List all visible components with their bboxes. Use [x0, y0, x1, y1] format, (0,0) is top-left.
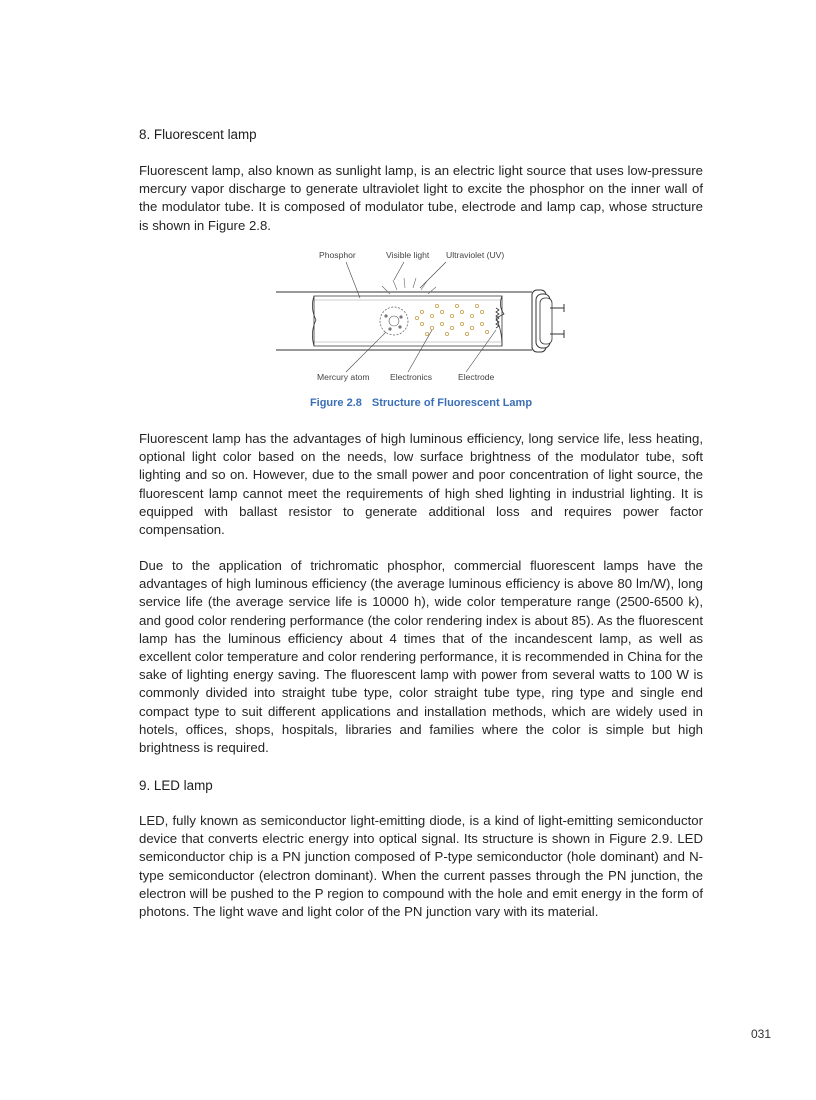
paragraph: Fluorescent lamp has the advantages of high luminous efficiency, long service life, less heating, optional light color based on the needs, low surface brightness of the modulator tube, soft lighting and so on. However, due to the small power and poor concentration of light source, the fluorescent lamp cannot meet the requirements of high shed lighting in industrial lighting. It is equipped with ballast resistor to generate additional loss and requires power factor compensation. — [139, 431, 703, 538]
section-heading: 9. LED lamp — [139, 778, 213, 793]
phosphor-label: Phosphor — [319, 250, 356, 260]
visible-light-label: Visible light — [386, 250, 430, 260]
page-number: 031 — [750, 1027, 771, 1041]
mercury-atom-label: Mercury atom — [317, 372, 370, 382]
section-8-paragraph-3 — [139, 557, 703, 757]
section-9-heading-block — [139, 777, 703, 795]
ultraviolet-label: Ultraviolet (UV) — [446, 250, 505, 260]
electrode-label: Electrode — [458, 372, 495, 382]
fluorescent-lamp-figure — [270, 246, 580, 388]
paragraph: Due to the application of trichromatic phosphor, commercial fluorescent lamps have the advantages of high luminous efficiency (the average luminous efficiency is above 80 lm/W), long service life (the average service life is 10000 h), wide color temperature range (2500-6500 k), and good color rendering performance (the color rendering index is about 85). As the fluorescent lamp has the luminous efficiency about 4 times that of the incandescent lamp, as well as excellent color temperature and color rendering performance, it is recommended in China for the sake of lighting energy saving. The fluorescent lamp with power from several watts to 100 W is commonly divided into straight tube type, color straight tube type, ring type and single end compact type to suit different applications and installation methods, which are widely used in hotels, offices, shops, hospitals, libraries and families where the color is simple but high brightness is required. — [139, 558, 703, 756]
fluorescent-lamp-diagram — [270, 246, 580, 388]
section-8-paragraph-2 — [139, 430, 703, 539]
section-8-heading-block — [139, 126, 703, 144]
figure-caption — [139, 397, 703, 409]
section-9-paragraph-1 — [139, 812, 703, 921]
figure-caption-number: Figure 2.8 — [309, 397, 362, 409]
paragraph: LED, fully known as semiconductor light-emitting diode, is a kind of light-emitting semiconductor device that converts electric energy into optical signal. Its structure is shown in Figure 2.9. LED semiconductor chip is a PN junction composed of P-type semiconductor (hole dominant) and N-type semiconductor (electron dominant). When the current passes through the PN junction, the electron will be pushed to the P region to compound with the hole and emit energy in the form of photons. The light wave and light color of the PN junction vary with its material. — [139, 813, 703, 920]
paragraph: Fluorescent lamp, also known as sunlight lamp, is an electric light source that uses low-pressure mercury vapor discharge to generate ultraviolet light to excite the phosphor on the inner wall of the modulator tube. It is composed of modulator tube, electrode and lamp cap, whose structure is shown in Figure 2.8. — [139, 163, 703, 233]
electronics-label: Electronics — [390, 372, 433, 382]
figure-caption-text: Structure of Fluorescent Lamp — [371, 397, 533, 409]
section-heading: 8. Fluorescent lamp — [139, 127, 257, 142]
section-8-paragraph-1 — [139, 162, 703, 235]
